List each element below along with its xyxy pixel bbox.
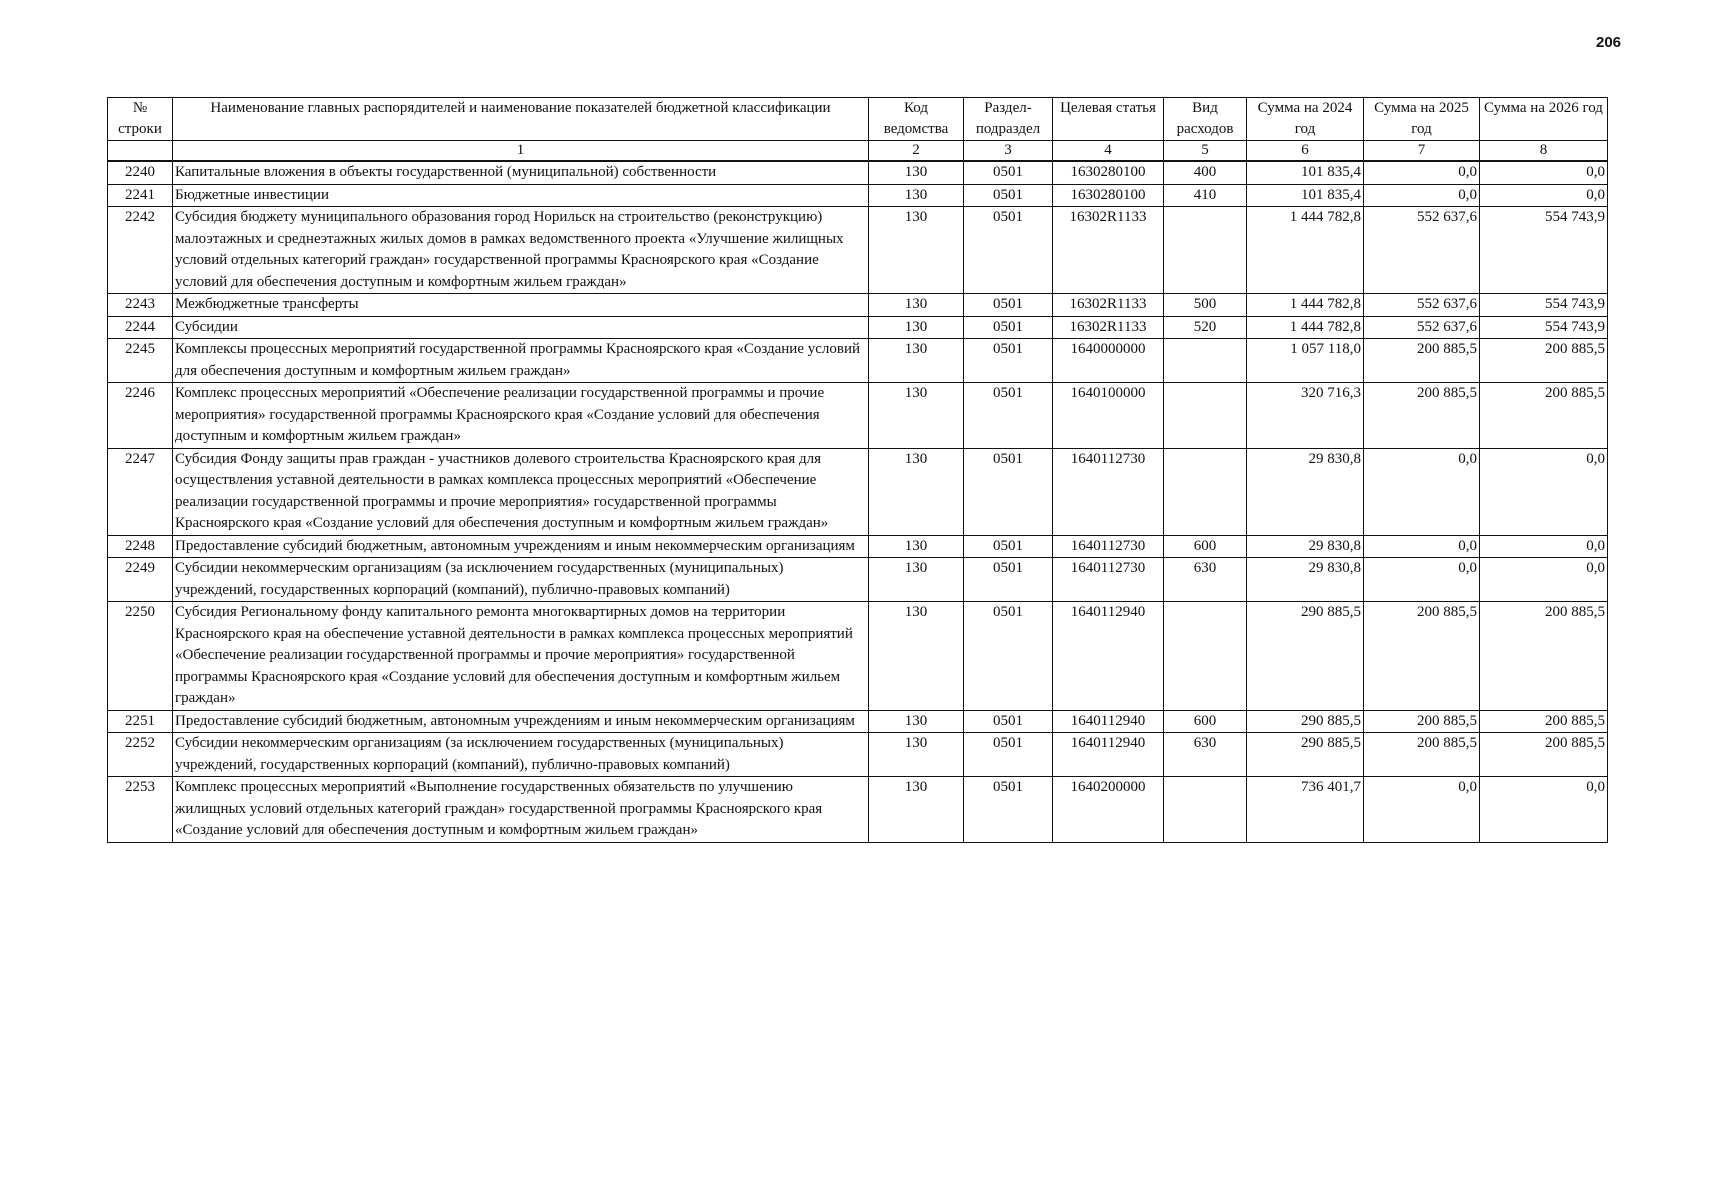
sum-2026: 200 885,5 — [1480, 383, 1608, 449]
sum-2025: 0,0 — [1364, 558, 1480, 602]
section-code: 0501 — [964, 777, 1053, 843]
table-row — [108, 535, 1608, 558]
target-article: 1630280100 — [1053, 184, 1164, 207]
table-row — [108, 383, 1608, 449]
sum-2025: 200 885,5 — [1364, 710, 1480, 733]
sum-2026: 200 885,5 — [1480, 733, 1608, 777]
department-code: 130 — [869, 710, 964, 733]
expense-type: 520 — [1164, 316, 1247, 339]
header-sum-2026: Сумма на 2026 год — [1480, 98, 1608, 141]
row-number: 2249 — [108, 558, 173, 602]
target-article: 1640112730 — [1053, 535, 1164, 558]
sum-2026: 0,0 — [1480, 161, 1608, 184]
expense-type: 500 — [1164, 294, 1247, 317]
sum-2024: 101 835,4 — [1247, 161, 1364, 184]
sum-2025: 200 885,5 — [1364, 602, 1480, 711]
column-number: 6 — [1247, 141, 1364, 162]
department-code: 130 — [869, 733, 964, 777]
section-code: 0501 — [964, 448, 1053, 535]
page-number: 206 — [1596, 34, 1622, 51]
expense-type: 400 — [1164, 161, 1247, 184]
target-article: 1640112730 — [1053, 448, 1164, 535]
table-row — [108, 558, 1608, 602]
department-code: 130 — [869, 161, 964, 184]
expense-type: 600 — [1164, 710, 1247, 733]
sum-2026: 200 885,5 — [1480, 602, 1608, 711]
table-row — [108, 316, 1608, 339]
target-article: 16302R1133 — [1053, 316, 1164, 339]
sum-2026: 200 885,5 — [1480, 339, 1608, 383]
row-name: Субсидии некоммерческим организациям (за исключением государственных (муниципальных) учреждений, государственных корпораций (компаний), публично-правовых компаний) — [173, 733, 869, 777]
sum-2026: 554 743,9 — [1480, 316, 1608, 339]
sum-2026: 0,0 — [1480, 535, 1608, 558]
row-number: 2247 — [108, 448, 173, 535]
header-target-article: Целевая статья — [1053, 98, 1164, 141]
expense-type — [1164, 383, 1247, 449]
department-code: 130 — [869, 558, 964, 602]
department-code: 130 — [869, 602, 964, 711]
table-row — [108, 161, 1608, 184]
sum-2025: 552 637,6 — [1364, 294, 1480, 317]
header-sum-2025: Сумма на 2025 год — [1364, 98, 1480, 141]
row-number: 2253 — [108, 777, 173, 843]
section-code: 0501 — [964, 339, 1053, 383]
sum-2025: 0,0 — [1364, 535, 1480, 558]
department-code: 130 — [869, 207, 964, 294]
table-row — [108, 207, 1608, 294]
target-article: 1640100000 — [1053, 383, 1164, 449]
budget-table — [107, 97, 1608, 843]
sum-2025: 200 885,5 — [1364, 733, 1480, 777]
header-expense-type: Вид расходов — [1164, 98, 1247, 141]
expense-type — [1164, 207, 1247, 294]
target-article: 1640000000 — [1053, 339, 1164, 383]
target-article: 16302R1133 — [1053, 207, 1164, 294]
header-department-code: Код ведомства — [869, 98, 964, 141]
header-row — [108, 98, 1608, 141]
sum-2024: 736 401,7 — [1247, 777, 1364, 843]
sum-2024: 29 830,8 — [1247, 558, 1364, 602]
sum-2026: 0,0 — [1480, 777, 1608, 843]
sum-2026: 554 743,9 — [1480, 207, 1608, 294]
table-row — [108, 733, 1608, 777]
table-row — [108, 448, 1608, 535]
target-article: 1640112730 — [1053, 558, 1164, 602]
row-number: 2252 — [108, 733, 173, 777]
expense-type — [1164, 339, 1247, 383]
header-name: Наименование главных распорядителей и наименование показателей бюджетной классификации — [173, 98, 869, 141]
row-number: 2250 — [108, 602, 173, 711]
row-number: 2251 — [108, 710, 173, 733]
sum-2025: 200 885,5 — [1364, 339, 1480, 383]
sum-2026: 0,0 — [1480, 448, 1608, 535]
expense-type — [1164, 448, 1247, 535]
column-number — [108, 141, 173, 162]
header-sum-2024: Сумма на 2024 год — [1247, 98, 1364, 141]
sum-2025: 552 637,6 — [1364, 207, 1480, 294]
row-name: Субсидия Региональному фонду капитального ремонта многоквартирных домов на территории Красноярского края на обеспечение уставной деятельности в рамках комплекса процессных мероприятий «Обеспечение реализации государственной программы и прочие мероприятия» государственной программы Красноярского края «Создание условий для обеспечения доступным и комфортным жильем граждан» — [173, 602, 869, 711]
table-row — [108, 602, 1608, 711]
table-row — [108, 184, 1608, 207]
row-name: Капитальные вложения в объекты государственной (муниципальной) собственности — [173, 161, 869, 184]
table-row — [108, 710, 1608, 733]
column-number-row — [108, 141, 1608, 162]
section-code: 0501 — [964, 602, 1053, 711]
sum-2024: 29 830,8 — [1247, 535, 1364, 558]
section-code: 0501 — [964, 316, 1053, 339]
table-row — [108, 294, 1608, 317]
expense-type: 410 — [1164, 184, 1247, 207]
sum-2026: 554 743,9 — [1480, 294, 1608, 317]
target-article: 1640200000 — [1053, 777, 1164, 843]
department-code: 130 — [869, 448, 964, 535]
sum-2024: 290 885,5 — [1247, 733, 1364, 777]
section-code: 0501 — [964, 294, 1053, 317]
sum-2024: 101 835,4 — [1247, 184, 1364, 207]
table-row — [108, 777, 1608, 843]
sum-2025: 0,0 — [1364, 161, 1480, 184]
row-name: Субсидии — [173, 316, 869, 339]
header-row-number: № строки — [108, 98, 173, 141]
sum-2024: 1 057 118,0 — [1247, 339, 1364, 383]
column-number: 2 — [869, 141, 964, 162]
section-code: 0501 — [964, 161, 1053, 184]
sum-2026: 200 885,5 — [1480, 710, 1608, 733]
section-code: 0501 — [964, 733, 1053, 777]
sum-2024: 1 444 782,8 — [1247, 207, 1364, 294]
row-name: Предоставление субсидий бюджетным, автономным учреждениям и иным некоммерческим организациям — [173, 710, 869, 733]
row-number: 2243 — [108, 294, 173, 317]
column-number: 7 — [1364, 141, 1480, 162]
section-code: 0501 — [964, 184, 1053, 207]
target-article: 1640112940 — [1053, 733, 1164, 777]
row-name: Субсидия бюджету муниципального образования город Норильск на строительство (реконструкцию) малоэтажных и среднеэтажных жилых домов в рамках ведомственного проекта «Улучшение жилищных условий отдельных категорий граждан» государственной программы Красноярского края «Создание условий для обеспечения доступным и комфортным жильем граждан» — [173, 207, 869, 294]
row-name: Бюджетные инвестиции — [173, 184, 869, 207]
sum-2024: 1 444 782,8 — [1247, 316, 1364, 339]
column-number: 1 — [173, 141, 869, 162]
row-name: Межбюджетные трансферты — [173, 294, 869, 317]
sum-2024: 1 444 782,8 — [1247, 294, 1364, 317]
column-number: 5 — [1164, 141, 1247, 162]
department-code: 130 — [869, 339, 964, 383]
department-code: 130 — [869, 316, 964, 339]
expense-type: 630 — [1164, 733, 1247, 777]
table-body — [108, 161, 1608, 842]
target-article: 1640112940 — [1053, 710, 1164, 733]
expense-type — [1164, 602, 1247, 711]
row-number: 2244 — [108, 316, 173, 339]
section-code: 0501 — [964, 207, 1053, 294]
expense-type — [1164, 777, 1247, 843]
department-code: 130 — [869, 383, 964, 449]
department-code: 130 — [869, 535, 964, 558]
section-code: 0501 — [964, 710, 1053, 733]
row-number: 2241 — [108, 184, 173, 207]
expense-type: 600 — [1164, 535, 1247, 558]
row-number: 2242 — [108, 207, 173, 294]
row-name: Комплекс процессных мероприятий «Обеспечение реализации государственной программы и прочие мероприятия» государственной программы Красноярского края «Создание условий для обеспечения доступным и комфортным жильем граждан» — [173, 383, 869, 449]
sum-2025: 0,0 — [1364, 448, 1480, 535]
column-number: 4 — [1053, 141, 1164, 162]
column-number: 8 — [1480, 141, 1608, 162]
row-number: 2248 — [108, 535, 173, 558]
sum-2025: 200 885,5 — [1364, 383, 1480, 449]
row-name: Комплексы процессных мероприятий государственной программы Красноярского края «Создание условий для обеспечения доступным и комфортным жильем граждан» — [173, 339, 869, 383]
target-article: 16302R1133 — [1053, 294, 1164, 317]
row-name: Субсидии некоммерческим организациям (за исключением государственных (муниципальных) учреждений, государственных корпораций (компаний), публично-правовых компаний) — [173, 558, 869, 602]
section-code: 0501 — [964, 535, 1053, 558]
sum-2025: 0,0 — [1364, 184, 1480, 207]
section-code: 0501 — [964, 383, 1053, 449]
row-name: Комплекс процессных мероприятий «Выполнение государственных обязательств по улучшению жилищных условий отдельных категорий граждан» государственной программы Красноярского края «Создание условий для обеспечения доступным и комфортным жильем граждан» — [173, 777, 869, 843]
sum-2026: 0,0 — [1480, 184, 1608, 207]
target-article: 1630280100 — [1053, 161, 1164, 184]
department-code: 130 — [869, 294, 964, 317]
sum-2024: 29 830,8 — [1247, 448, 1364, 535]
expense-type: 630 — [1164, 558, 1247, 602]
row-name: Предоставление субсидий бюджетным, автономным учреждениям и иным некоммерческим организациям — [173, 535, 869, 558]
row-number: 2240 — [108, 161, 173, 184]
sum-2024: 320 716,3 — [1247, 383, 1364, 449]
sum-2024: 290 885,5 — [1247, 710, 1364, 733]
department-code: 130 — [869, 184, 964, 207]
row-name: Субсидия Фонду защиты прав граждан - участников долевого строительства Красноярского края для осуществления уставной деятельности в рамках комплекса процессных мероприятий «Обеспечение реализации государственной программы и прочие мероприятия» государственной программы Красноярского края «Создание условий для обеспечения доступным и комфортным жильем граждан» — [173, 448, 869, 535]
sum-2025: 552 637,6 — [1364, 316, 1480, 339]
target-article: 1640112940 — [1053, 602, 1164, 711]
row-number: 2245 — [108, 339, 173, 383]
column-number: 3 — [964, 141, 1053, 162]
table-row — [108, 339, 1608, 383]
header-section: Раздел-подраздел — [964, 98, 1053, 141]
sum-2026: 0,0 — [1480, 558, 1608, 602]
sum-2024: 290 885,5 — [1247, 602, 1364, 711]
row-number: 2246 — [108, 383, 173, 449]
department-code: 130 — [869, 777, 964, 843]
section-code: 0501 — [964, 558, 1053, 602]
sum-2025: 0,0 — [1364, 777, 1480, 843]
